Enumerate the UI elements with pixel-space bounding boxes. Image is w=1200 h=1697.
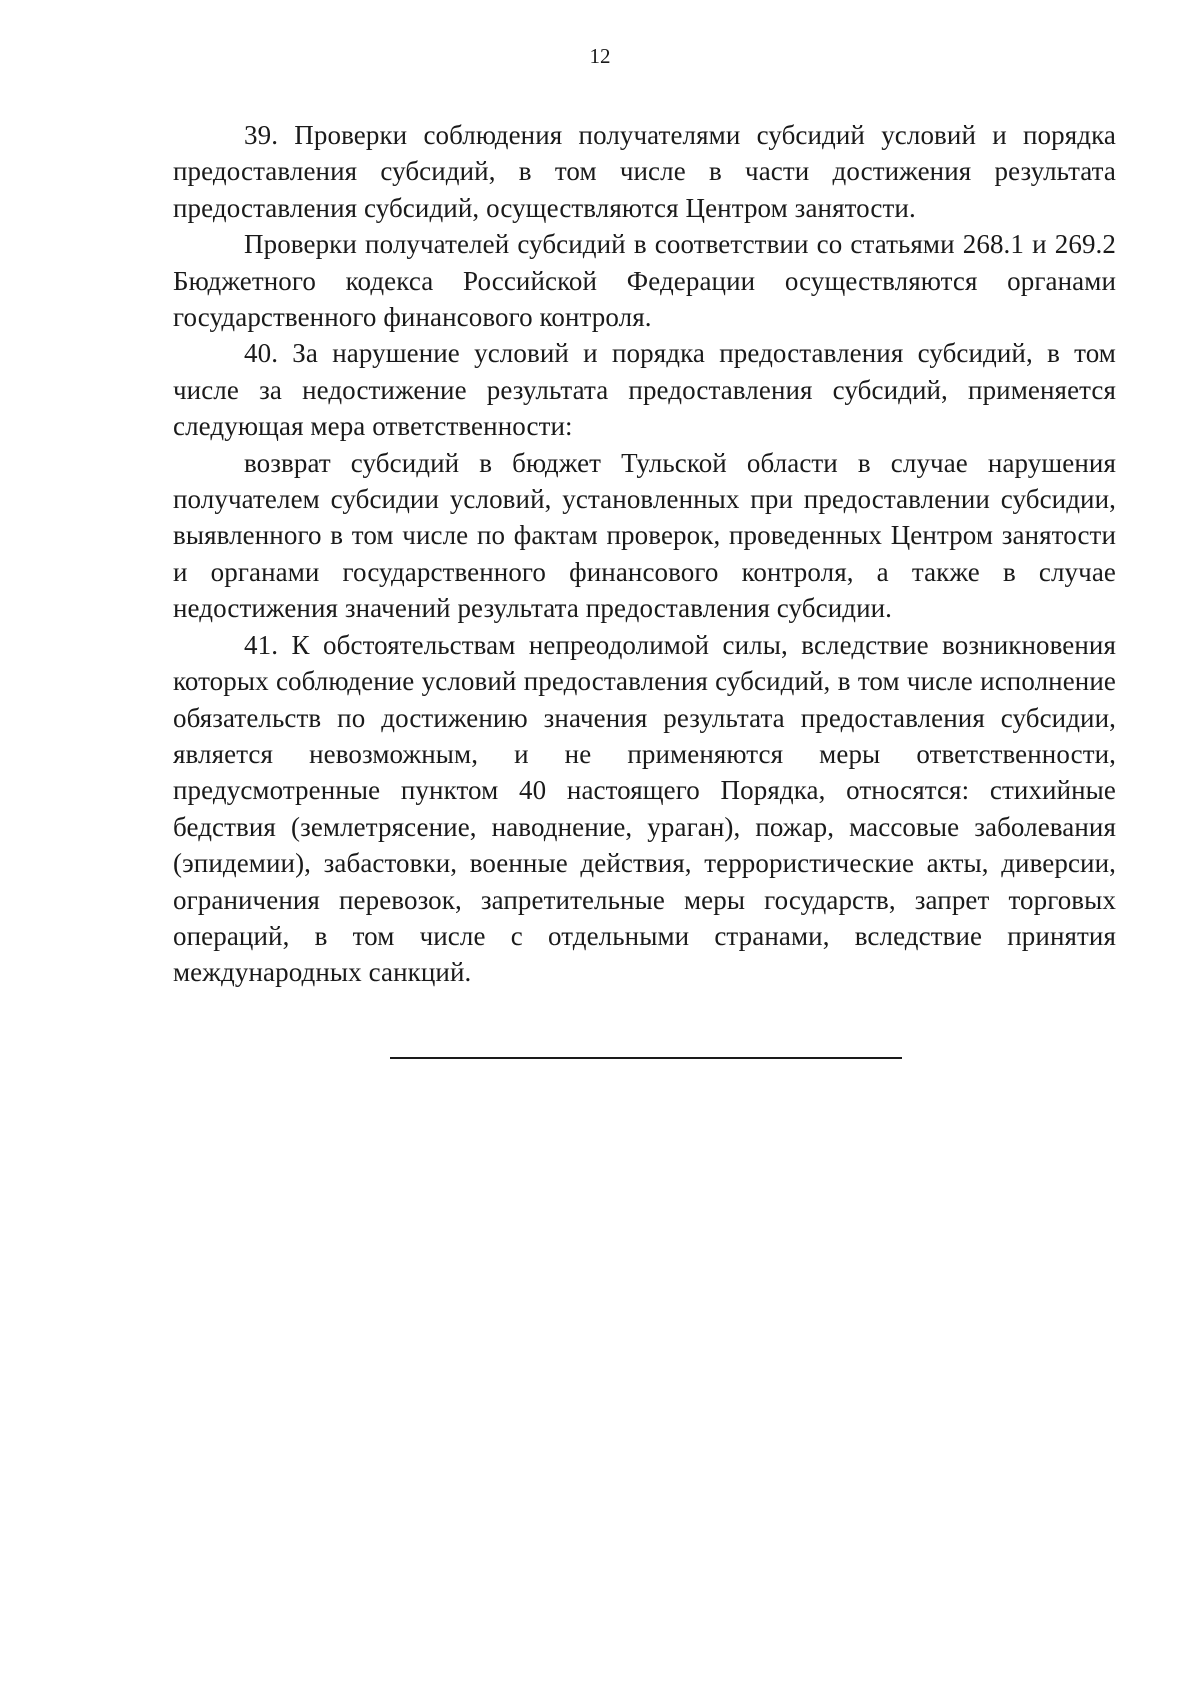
page-number: 12	[589, 44, 611, 68]
end-divider-line	[390, 1057, 902, 1059]
paragraph-41: 41. К обстоятельствам непреодолимой силы, вследствие возникновения которых соблюдение условий предоставления субсидий, в том числе исполнение обязательств по достижению значения результата предоставления субсидии, является невозможным, и не применяются меры ответственности, предусмотренные пунктом 40 настоящего Порядка, относятся: стихийные бедствия (землетрясение, наводнение, ураган), пожар, массовые заболевания (эпидемии), забастовки, военные действия, террористические акты, диверсии, ограничения перевозок, запретительные меры государств, запрет торговых операций, в том числе с отдельными странами, вследствие принятия международных санкций.	[173, 629, 1116, 988]
paragraph-39-inspections: Проверки получателей субсидий в соответствии со статьями 268.1 и 269.2 Бюджетного кодекса Российской Федерации осуществляются органами государственного финансового контроля.	[173, 229, 1116, 333]
paragraph-40-refund: возврат субсидий в бюджет Тульской области в случае нарушения получателем субсидии условий, установленных при предоставлении субсидии, выявленного в том числе по фактам проверок, проведенных Центром занятости и органами государственного финансового контроля, а также в случае недостижения значений результата предоставления субсидии.	[173, 447, 1116, 624]
paragraph-40: 40. За нарушение условий и порядка предоставления субсидий, в том числе за недостижение результата предоставления субсидий, применяется следующая мера ответственности:	[173, 338, 1116, 442]
document-body	[173, 117, 1116, 991]
paragraph-39: 39. Проверки соблюдения получателями субсидий условий и порядка предоставления субсидий, в том числе в части достижения результата предоставления субсидий, осуществляются Центром занятости.	[173, 120, 1116, 223]
